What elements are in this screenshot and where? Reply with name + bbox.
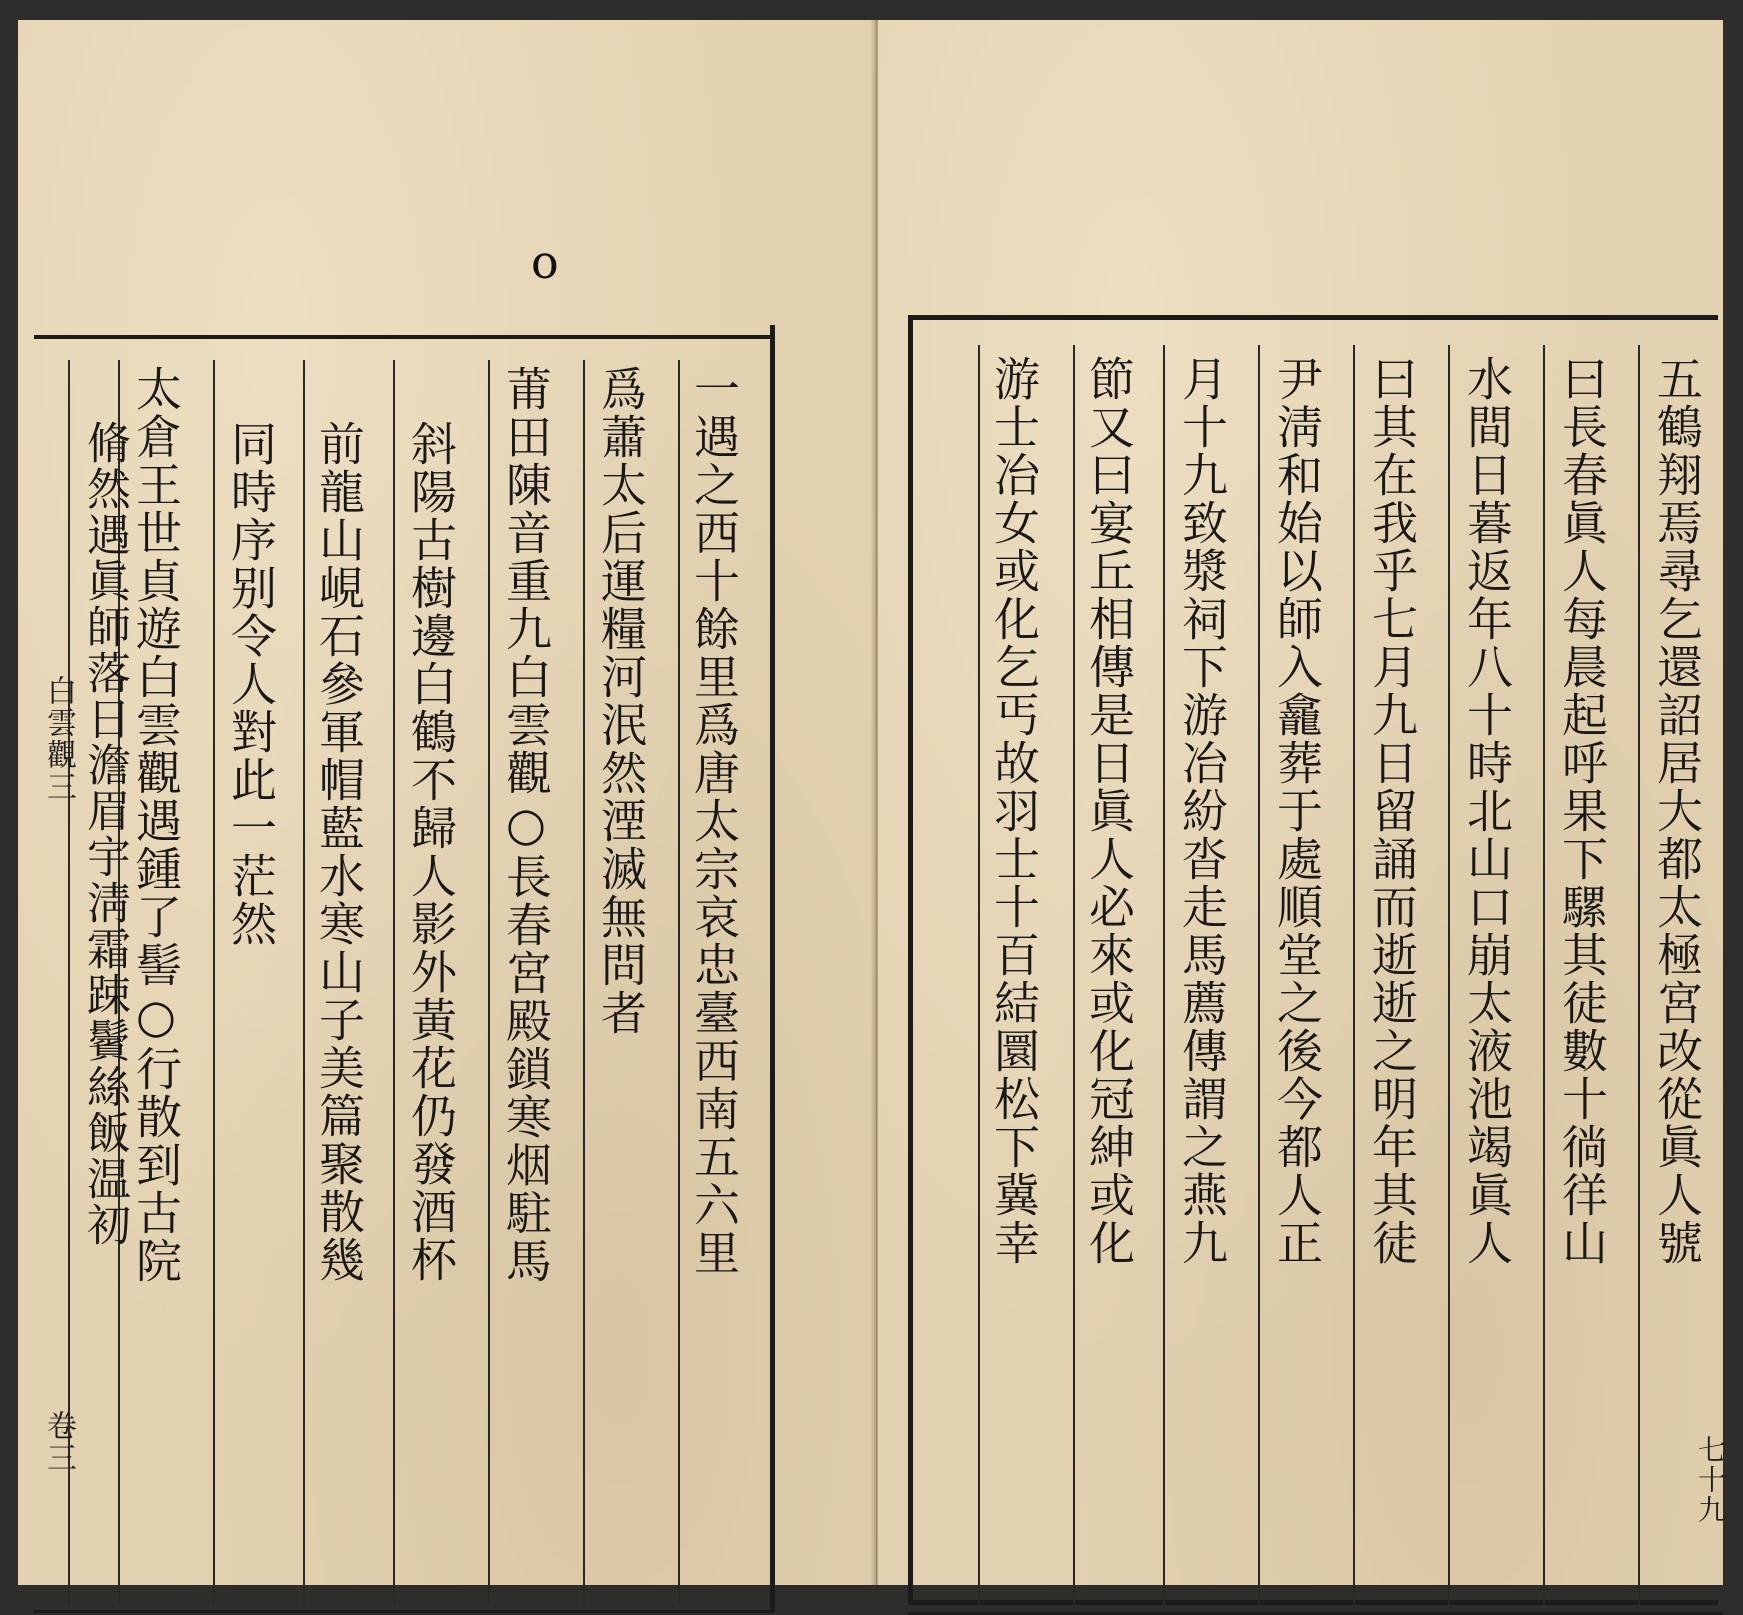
column-rule — [678, 360, 680, 1605]
column-rule — [1448, 345, 1450, 1605]
text-column: 脩然遇眞師落日澹眉宇淸霜踈鬢絲飯温初 — [79, 420, 130, 1248]
outer-right-border — [770, 325, 775, 1612]
text-column: 游士冶女或化乞丐故羽士十百結圜松下冀幸 — [987, 355, 1041, 1267]
top-border — [34, 335, 774, 339]
margin-title: 白雲觀三 — [41, 675, 76, 803]
text-column: 一遇之西十餘里爲唐太宗哀忠臺西南五六里 — [687, 365, 741, 1277]
text-column: 五鶴翔焉尋乞還詔居大都太極宮改從眞人號 — [1650, 355, 1704, 1267]
column-rule — [488, 360, 490, 1605]
text-column: 曰其在我乎七月九日留誦而逝逝之明年其徒 — [1365, 355, 1419, 1267]
text-column: 尹淸和始以師入龕葬于處順堂之後今都人正 — [1270, 355, 1324, 1267]
open-book — [18, 20, 1727, 1585]
text-column: 莆田陳音重九白雲觀○長春宮殿鎖寒烟駐馬 — [499, 365, 553, 1285]
column-rule — [1638, 345, 1640, 1605]
column-rule — [583, 360, 585, 1605]
circle-mark: o — [531, 235, 559, 289]
column-rule — [1353, 345, 1355, 1605]
page-number: 七十九 — [1694, 1435, 1727, 1525]
column-rule — [1073, 345, 1075, 1605]
text-column: 同時序别令人對此一茫然 — [224, 420, 278, 948]
text-column: 太倉王世貞遊白雲觀遇鍾了髻○行散到古院 — [129, 365, 183, 1285]
text-column: 前龍山峴石參軍帽藍水寒山子美篇聚散幾 — [312, 420, 366, 1284]
left-page — [18, 20, 877, 1585]
text-column: 節又曰宴丘相傳是日眞人必來或化冠紳或化 — [1082, 355, 1136, 1267]
column-rule — [1543, 345, 1545, 1605]
text-column: 月十九致漿祠下游冶紛沓走馬薦傳謂之燕九 — [1175, 355, 1229, 1267]
column-rule — [303, 360, 305, 1605]
text-column: 水間日暮返年八十時北山口崩太液池竭眞人 — [1460, 355, 1514, 1267]
right-page — [878, 20, 1727, 1585]
column-rule — [978, 345, 980, 1605]
column-rule — [1258, 345, 1260, 1605]
column-rule — [213, 360, 215, 1605]
bottom-border — [34, 1610, 774, 1613]
margin-volume: 卷三 — [41, 1410, 76, 1474]
text-column: 斜陽古樹邊白鶴不歸人影外黃花仍發酒杯 — [404, 420, 458, 1284]
column-rule — [393, 360, 395, 1605]
text-column: 爲蕭太后運糧河泯然湮滅無問者 — [594, 365, 648, 1037]
text-column: 曰長春眞人每晨起呼果下騾其徒數十徜徉山 — [1555, 355, 1609, 1267]
column-rule — [1163, 345, 1165, 1605]
